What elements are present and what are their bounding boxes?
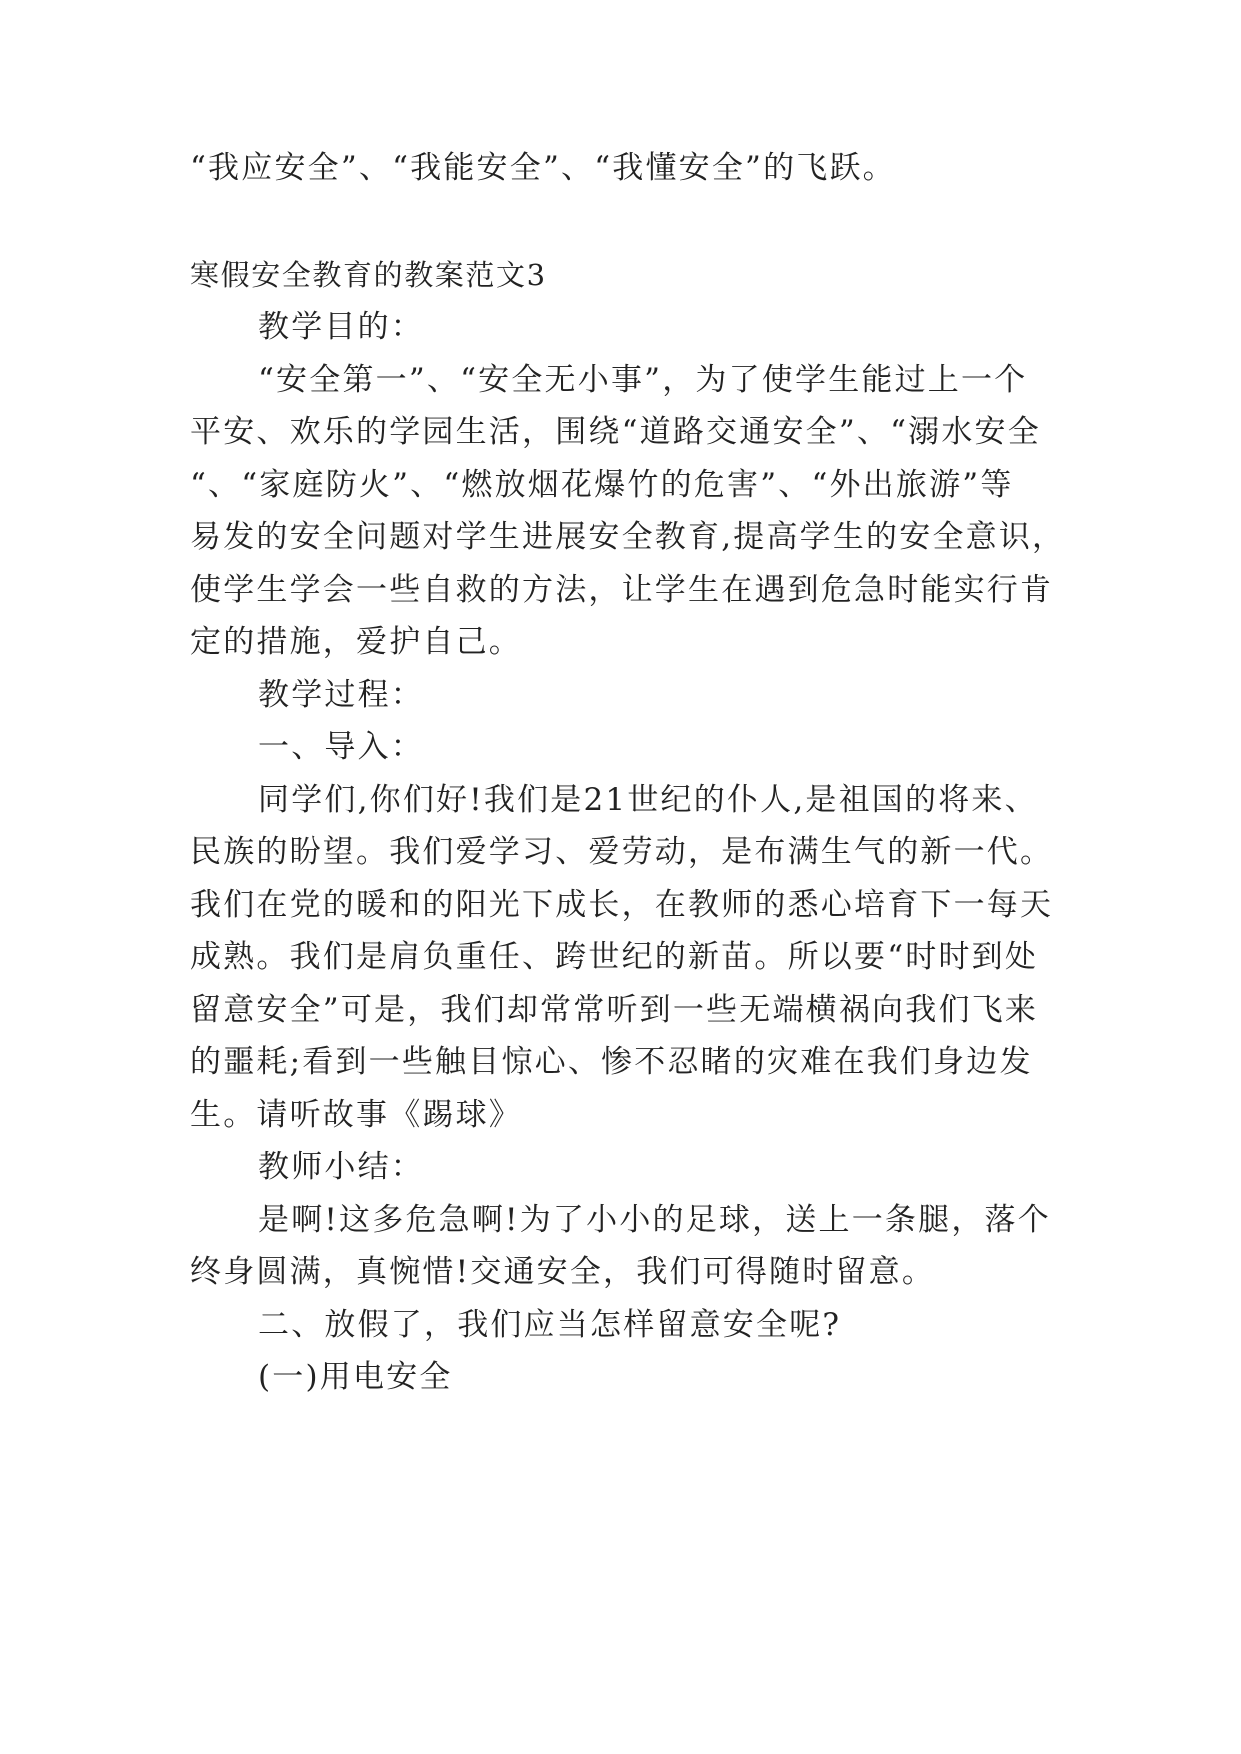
text-line: 生。请听故事《踢球》 — [190, 1097, 522, 1133]
text-line: 成熟。我们是肩负重任、跨世纪的新苗。所以要“时时到处 — [190, 939, 1039, 975]
text-line: 留意安全”可是，我们却常常听到一些无端横祸向我们飞来 — [190, 992, 1039, 1028]
text-line: 教学过程： — [258, 677, 424, 713]
text-line: 教学目的： — [258, 309, 424, 345]
text-line: 平安、欢乐的学园生活，围绕“道路交通安全”、“溺水安全 — [190, 414, 1041, 450]
section-heading: 寒假安全教育的教案范文3 — [190, 258, 547, 292]
text-line: 民族的盼望。我们爱学习、爱劳动，是布满生气的新一代。 — [190, 834, 1054, 870]
text-line: 同学们,你们好!我们是21世纪的仆人,是祖国的将来、 — [258, 782, 1038, 818]
text-line: “、“家庭防火”、“燃放烟花爆竹的危害”、“外出旅游”等 — [190, 467, 1014, 503]
text-line: 易发的安全问题对学生进展安全教育,提高学生的安全意识， — [190, 519, 1066, 555]
text-line: 教师小结： — [258, 1149, 424, 1185]
text-line: 终身圆满，真惋惜!交通安全，我们可得随时留意。 — [190, 1254, 936, 1290]
text-line: 的噩耗;看到一些触目惊心、惨不忍睹的灾难在我们身边发 — [190, 1044, 1033, 1080]
text-line: 是啊!这多危急啊!为了小小的足球，送上一条腿，落个 — [258, 1202, 1051, 1238]
text-line: 我们在党的暖和的阳光下成长，在教师的悉心培育下一每天 — [190, 887, 1054, 923]
text-line: “安全第一”、“安全无小事”，为了使学生能过上一个 — [258, 362, 1028, 398]
text-line: “我应安全”、“我能安全”、“我懂安全”的飞跃。 — [190, 150, 896, 186]
text-line: 一、导入： — [258, 729, 424, 765]
text-line: 使学生学会一些自救的方法，让学生在遇到危急时能实行肯 — [190, 572, 1054, 608]
text-line: (一)用电安全 — [258, 1359, 453, 1395]
text-line: 定的措施，爱护自己。 — [190, 624, 522, 660]
text-line: 二、放假了，我们应当怎样留意安全呢? — [258, 1307, 842, 1343]
